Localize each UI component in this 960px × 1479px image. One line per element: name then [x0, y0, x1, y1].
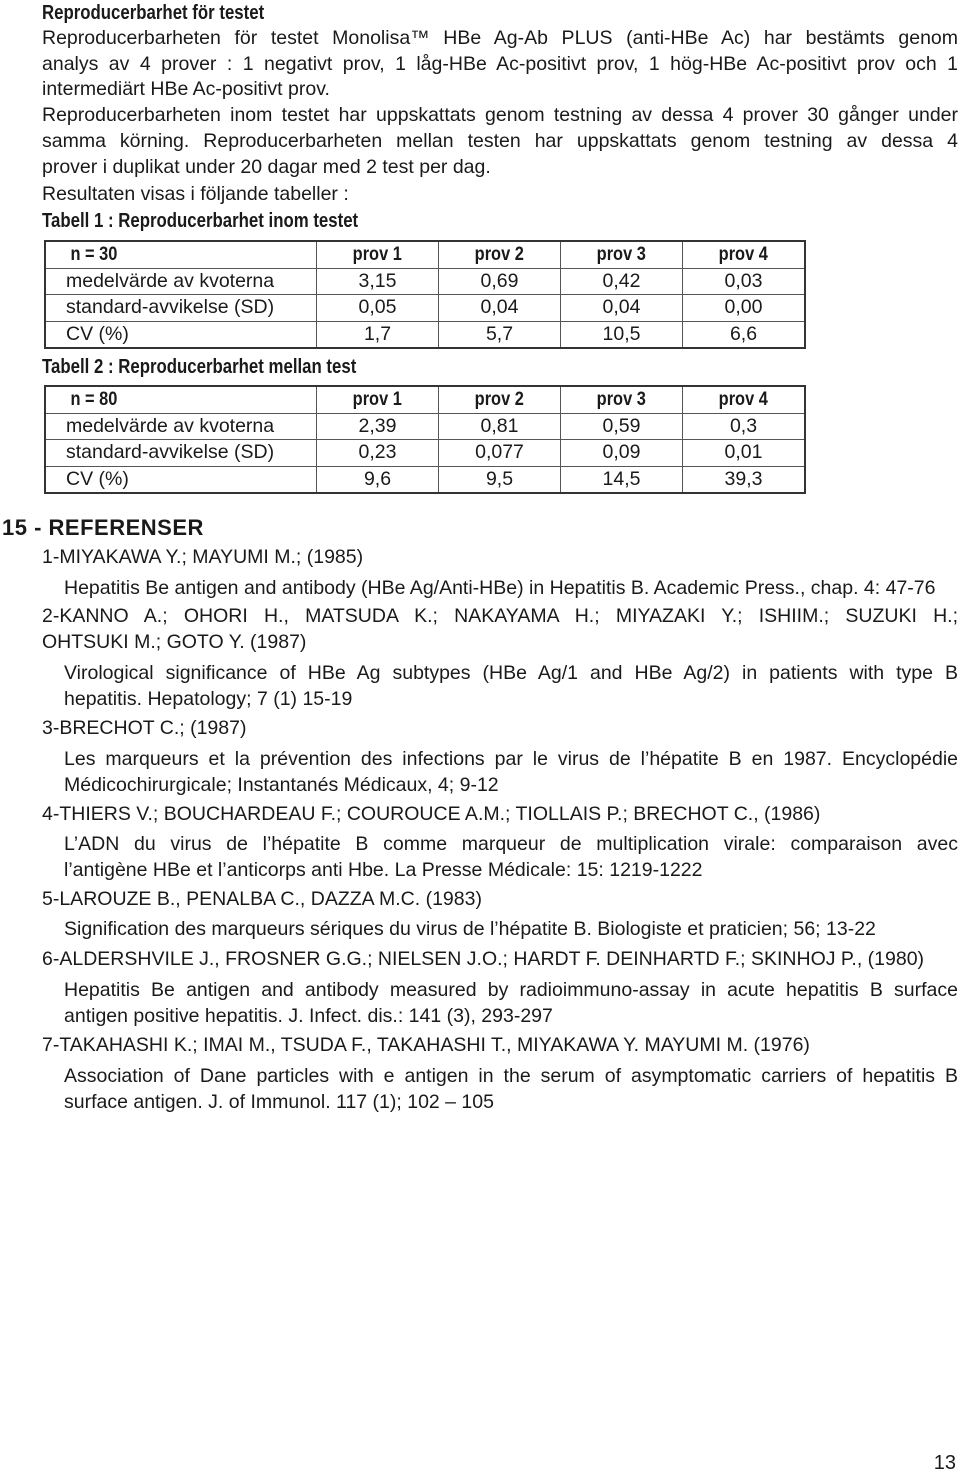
intro-line-7: Resultaten visas i följande tabeller :	[42, 183, 349, 205]
table2-header-prov1: prov 1	[352, 388, 403, 411]
table-cell: 0,23	[317, 440, 439, 467]
reference-7-body: Association of Dane particles with e antigen in the serum of asymptomatic carriers of hepatitis B	[64, 1065, 958, 1087]
intro-line-6: prover i duplikat under 20 dagar med 2 test per dag.	[42, 156, 491, 178]
references-title: 15 - REFERENSER	[2, 515, 204, 540]
reference-2-body-cont: hepatitis. Hepatology; 7 (1) 15-19	[64, 688, 353, 710]
table-cell: 0,69	[439, 268, 561, 295]
table-cell: 0,42	[561, 268, 683, 295]
intro-line-2: analys av 4 prover : 1 negativt prov, 1 låg-HBe Ac-positivt prov, 1 hög-HBe Ac-positivt prov och 1	[42, 53, 958, 75]
intro-line-3: intermediärt HBe Ac-positivt prov.	[42, 78, 330, 100]
reference-7-body-cont: surface antigen. J. of Immunol. 117 (1); 102 – 105	[64, 1091, 494, 1113]
page-number: 13	[933, 1452, 956, 1474]
intro-line-1: Reproducerbarheten för testet Monolisa™ HBe Ag-Ab PLUS (anti-HBe Ac) har bestämts genom	[42, 27, 958, 49]
table2	[44, 385, 806, 494]
table-cell: 0,01	[683, 440, 806, 467]
section-title: Reproducerbarhet för testet	[42, 2, 265, 24]
table2-header-prov3: prov 3	[596, 388, 647, 411]
reference-4-body-cont: l’antigène HBe et l’anticorps anti Hbe. La Presse Médicale: 15: 1219-1222	[64, 859, 703, 881]
reference-5-body: Signification des marqueurs sériques du virus de l’hépatite B. Biologiste et praticien; 56; 13-22	[64, 918, 876, 940]
table1-header-prov3: prov 3	[596, 243, 647, 266]
table-cell: 0,59	[561, 413, 683, 440]
table1-header-prov1: prov 1	[352, 243, 403, 266]
table-row	[45, 466, 805, 493]
reference-1-authors: 1-MIYAKAWA Y.; MAYUMI M.; (1985)	[42, 546, 364, 568]
table2-title: Tabell 2 : Reproducerbarhet mellan test	[42, 356, 357, 378]
table-cell: 0,3	[683, 413, 806, 440]
table-cell: 39,3	[683, 466, 806, 493]
table2-header-prov4: prov 4	[718, 388, 769, 411]
table-cell: 0,04	[561, 295, 683, 322]
table1-header-prov2: prov 2	[474, 243, 525, 266]
table-cell: 14,5	[561, 466, 683, 493]
table-cell: 9,6	[317, 466, 439, 493]
table-cell: 5,7	[439, 321, 561, 348]
table-cell: 2,39	[317, 413, 439, 440]
table2-row-label: standard-avvikelse (SD)	[45, 440, 317, 467]
intro-line-5: samma körning. Reproducerbarheten mellan testen har uppskattats genom testning av dessa 4	[42, 130, 958, 152]
table1-header-row	[45, 241, 805, 268]
reference-3-body-cont: Médicochirurgicale; Instantanés Médicaux, 4; 9-12	[64, 774, 499, 796]
table-row	[45, 321, 805, 348]
table1-header-n: n = 30	[70, 243, 118, 266]
table1-row-label: medelvärde av kvoterna	[45, 268, 317, 295]
table-cell: 0,05	[317, 295, 439, 322]
reference-7-authors: 7-TAKAHASHI K.; IMAI M., TSUDA F., TAKAHASHI T., MIYAKAWA Y. MAYUMI M. (1976)	[42, 1034, 810, 1056]
table2-row-label: medelvärde av kvoterna	[45, 413, 317, 440]
table-cell: 0,09	[561, 440, 683, 467]
reference-3-body: Les marqueurs et la prévention des infections par le virus de l’hépatite B en 1987. Encyclopédie	[64, 748, 958, 770]
table-row	[45, 295, 805, 322]
reference-1-body: Hepatitis Be antigen and antibody (HBe Ag/Anti-HBe) in Hepatitis B. Academic Press., chap. 4: 47-76	[64, 577, 936, 599]
table-cell: 0,077	[439, 440, 561, 467]
table2-header-n: n = 80	[70, 388, 118, 411]
table-row	[45, 413, 805, 440]
reference-2-body: Virological significance of HBe Ag subtypes (HBe Ag/1 and HBe Ag/2) in patients with type B	[64, 662, 958, 684]
reference-6-body-cont: antigen positive hepatitis. J. Infect. dis.: 141 (3), 293-297	[64, 1005, 553, 1027]
reference-2-authors-cont: OHTSUKI M.; GOTO Y. (1987)	[42, 631, 307, 653]
table-cell: 1,7	[317, 321, 439, 348]
table-cell: 9,5	[439, 466, 561, 493]
table-row	[45, 440, 805, 467]
table-cell: 0,04	[439, 295, 561, 322]
table1-header-prov4: prov 4	[718, 243, 769, 266]
table1	[44, 240, 806, 349]
table1-row-label: standard-avvikelse (SD)	[45, 295, 317, 322]
table1-title: Tabell 1 : Reproducerbarhet inom testet	[42, 210, 359, 232]
reference-3-authors: 3-BRECHOT C.; (1987)	[42, 717, 247, 739]
reference-5-authors: 5-LAROUZE B., PENALBA C., DAZZA M.C. (1983)	[42, 888, 482, 910]
reference-2-authors: 2-KANNO A.; OHORI H., MATSUDA K.; NAKAYAMA H.; MIYAZAKI Y.; ISHIIM.; SUZUKI H.;	[42, 605, 958, 627]
table1-row-label: CV (%)	[66, 322, 129, 345]
table-cell: 0,00	[683, 295, 806, 322]
table2-header-row	[45, 386, 805, 413]
reference-6-authors: 6-ALDERSHVILE J., FROSNER G.G.; NIELSEN J.O.; HARDT F. DEINHARTD F.; SKINHOJ P., (1980)	[42, 948, 925, 970]
table-cell: 0,81	[439, 413, 561, 440]
reference-6-body: Hepatitis Be antigen and antibody measured by radioimmuno-assay in acute hepatitis B surface	[64, 979, 958, 1001]
table-cell: 0,03	[683, 268, 806, 295]
table-cell: 10,5	[561, 321, 683, 348]
table2-row-label: CV (%)	[66, 467, 129, 490]
table-cell: 3,15	[317, 268, 439, 295]
reference-4-authors: 4-THIERS V.; BOUCHARDEAU F.; COUROUCE A.M.; TIOLLAIS P.; BRECHOT C., (1986)	[42, 803, 821, 825]
table-cell: 6,6	[683, 321, 806, 348]
table2-header-prov2: prov 2	[474, 388, 525, 411]
reference-4-body: L’ADN du virus de l’hépatite B comme marqueur de multiplication virale: comparaison avec	[64, 833, 958, 855]
table-row	[45, 268, 805, 295]
intro-line-4: Reproducerbarheten inom testet har uppskattats genom testning av dessa 4 prover 30 gånger under	[42, 104, 958, 126]
